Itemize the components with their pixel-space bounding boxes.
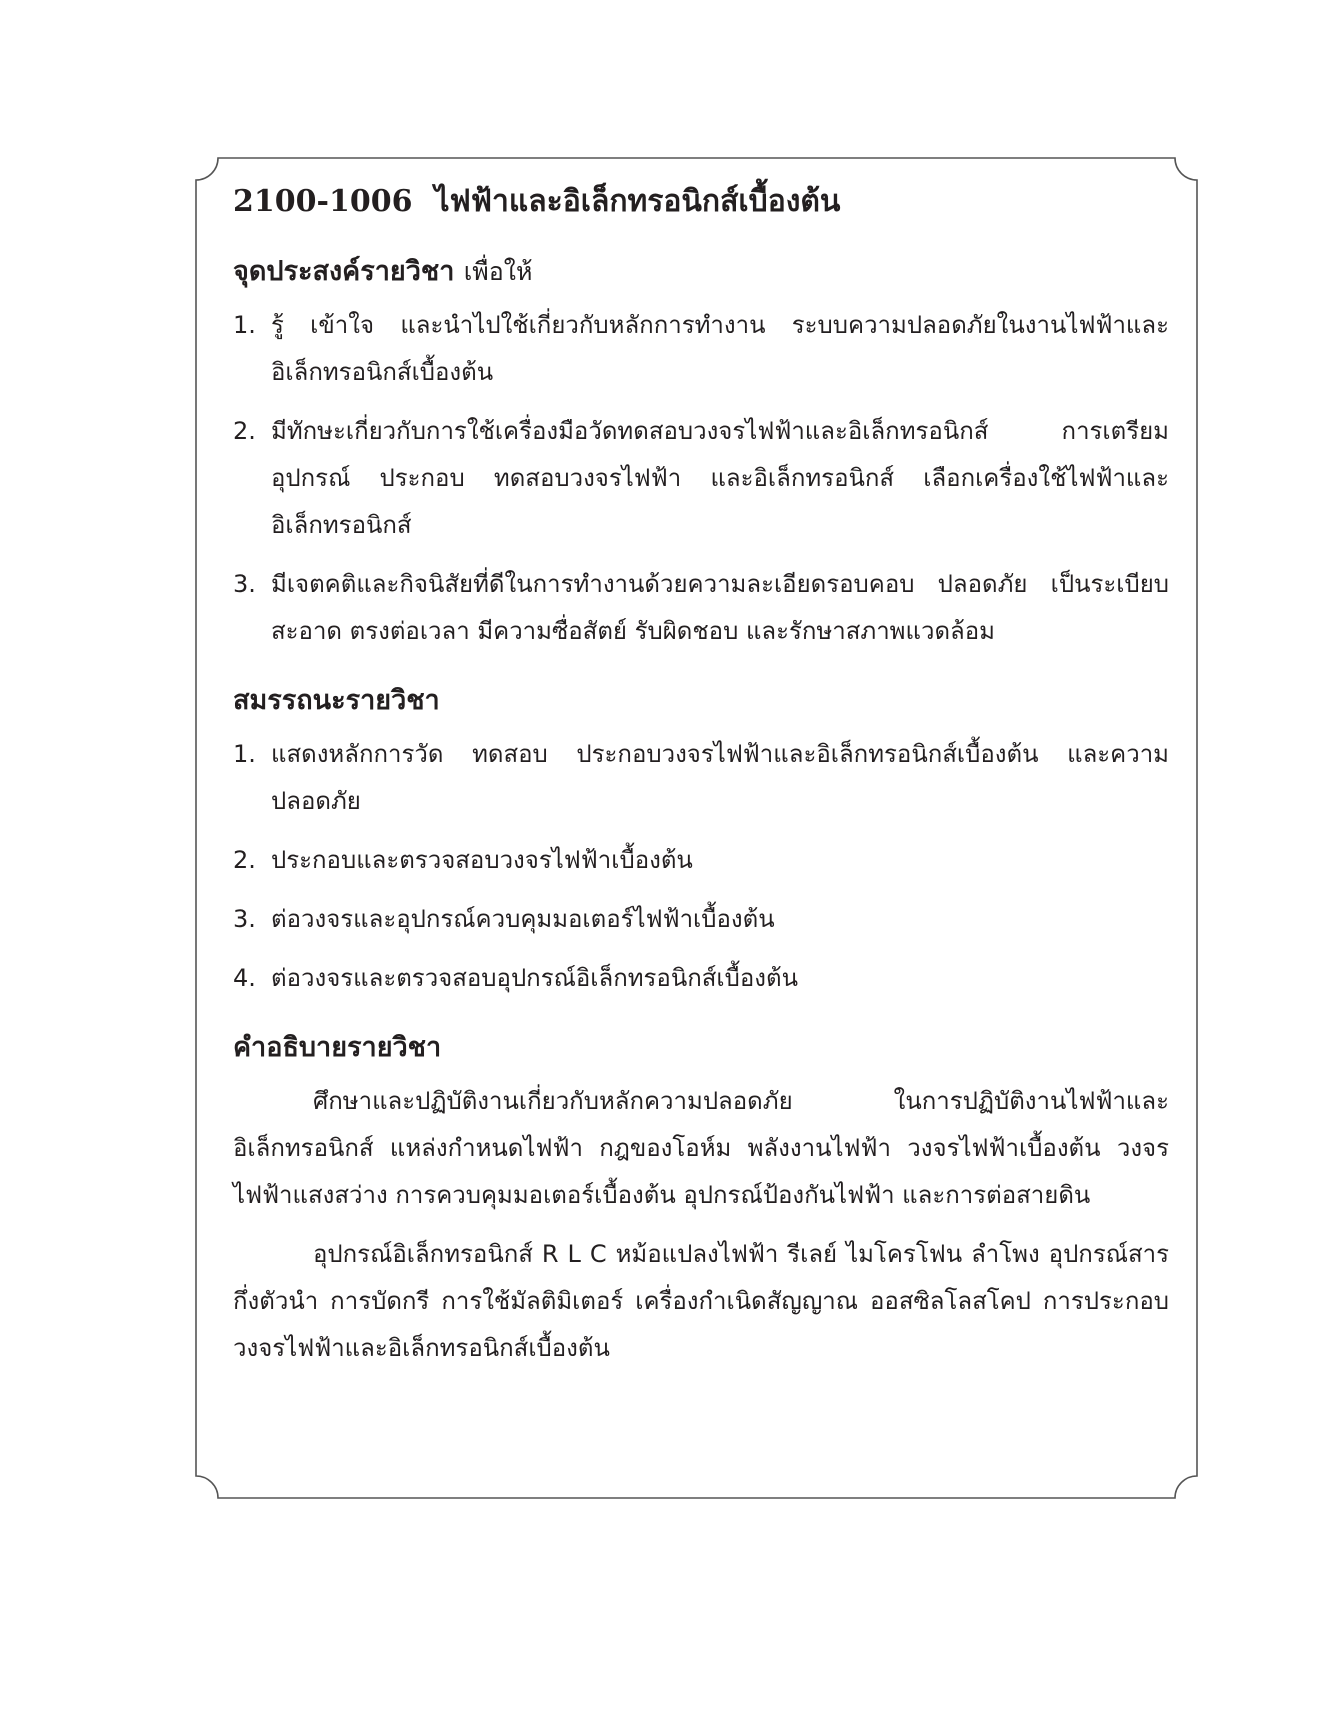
competency-item: [233, 955, 1169, 1002]
item-number: 3.: [233, 570, 256, 598]
objective-item: [233, 408, 1169, 549]
objectives-heading-suffix: เพื่อให้: [463, 257, 533, 286]
objective-item: [233, 302, 1169, 396]
item-text: แสดงหลักการวัด ทดสอบ ประกอบวงจรไฟฟ้าและอิเล็กทรอนิกส์เบื้องต้น และความปลอดภัย: [271, 740, 1169, 815]
competency-item: [233, 731, 1169, 825]
objective-item: [233, 561, 1169, 655]
item-number: 1.: [233, 311, 256, 339]
item-text: ต่อวงจรและตรวจสอบอุปกรณ์อิเล็กทรอนิกส์เบื้องต้น: [271, 964, 798, 992]
course-code: 2100-1006: [233, 184, 413, 219]
competency-item: [233, 837, 1169, 884]
description-heading: คำอธิบายรายวิชา: [233, 1032, 442, 1063]
item-text: มีเจตคติและกิจนิสัยที่ดีในการทำงานด้วยความละเอียดรอบคอบ ปลอดภัย เป็นระเบียบ สะอาด ตรงต่อเวลา มีความซื่อสัตย์ รับผิดชอบ และรักษาสภาพแวดล้อม: [271, 570, 1169, 645]
objectives-section: [233, 252, 1169, 655]
competencies-list: [233, 731, 1169, 1002]
item-number: 3.: [233, 905, 256, 933]
competencies-heading: สมรรถนะรายวิชา: [233, 685, 440, 716]
item-number: 2.: [233, 846, 256, 874]
description-section: [233, 1028, 1169, 1372]
course-name: ไฟฟ้าและอิเล็กทรอนิกส์เบื้องต้น: [434, 184, 841, 219]
item-text: รู้ เข้าใจ และนำไปใช้เกี่ยวกับหลักการทำงาน ระบบความปลอดภัยในงานไฟฟ้าและอิเล็กทรอนิกส์เบื้องต้น: [271, 311, 1169, 386]
item-text: ต่อวงจรและอุปกรณ์ควบคุมมอเตอร์ไฟฟ้าเบื้องต้น: [271, 905, 775, 933]
competencies-section: [233, 681, 1169, 1002]
course-title: [233, 180, 1169, 224]
competency-item: [233, 896, 1169, 943]
item-text: มีทักษะเกี่ยวกับการใช้เครื่องมือวัดทดสอบวงจรไฟฟ้าและอิเล็กทรอนิกส์ การเตรียมอุปกรณ์ ประกอบ ทดสอบวงจรไฟฟ้า และอิเล็กทรอนิกส์ เลือกเครื่องใช้ไฟฟ้าและอิเล็กทรอนิกส์: [271, 417, 1169, 539]
item-text: ประกอบและตรวจสอบวงจรไฟฟ้าเบื้องต้น: [271, 846, 693, 874]
item-number: 2.: [233, 417, 256, 445]
item-number: 1.: [233, 740, 256, 768]
item-number: 4.: [233, 964, 256, 992]
objectives-list: [233, 302, 1169, 655]
description-paragraph: ศึกษาและปฏิบัติงานเกี่ยวกับหลักความปลอดภัย ในการปฏิบัติงานไฟฟ้าและอิเล็กทรอนิกส์ แหล่งกำหนดไฟฟ้า กฎของโอห์ม พลังงานไฟฟ้า วงจรไฟฟ้าเบื้องต้น วงจรไฟฟ้าแสงสว่าง การควบคุมมอเตอร์เบื้องต้น อุปกรณ์ป้องกันไฟฟ้า และการต่อสายดิน: [233, 1087, 1169, 1209]
objectives-heading: [233, 252, 1169, 292]
course-content: [233, 180, 1169, 1384]
description-paragraph: อุปกรณ์อิเล็กทรอนิกส์ R L C หม้อแปลงไฟฟ้า รีเลย์ ไมโครโฟน ลำโพง อุปกรณ์สารกึ่งตัวนำ การบัดกรี การใช้มัลติมิเตอร์ เครื่องกำเนิดสัญญาณ ออสซิลโลสโคป การประกอบวงจรไฟฟ้าและอิเล็กทรอนิกส์เบื้องต้น: [233, 1240, 1169, 1362]
objectives-heading-text: จุดประสงค์รายวิชา: [233, 256, 455, 287]
